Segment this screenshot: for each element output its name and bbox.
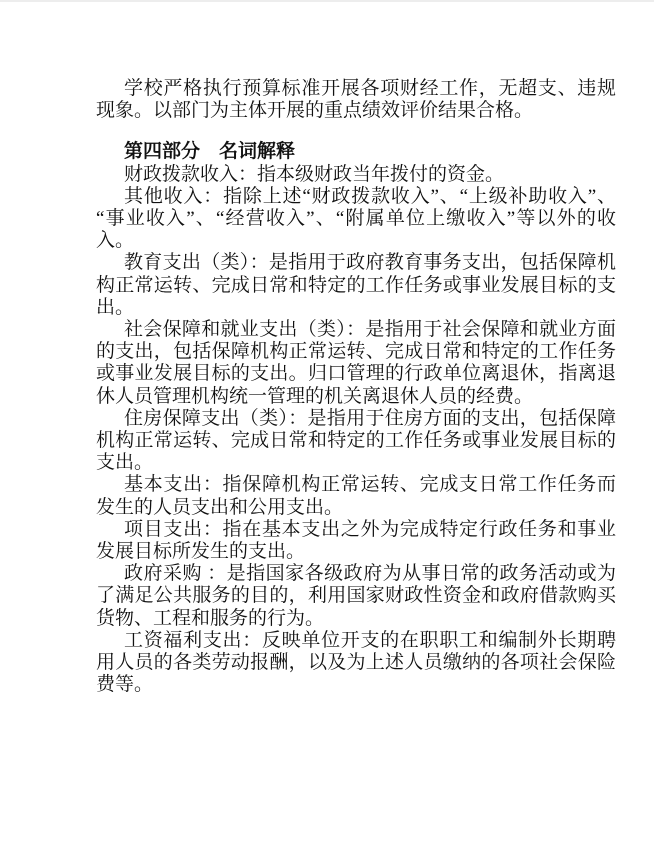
closing-remark-paragraph: 学校严格执行预算标准开展各项财经工作，无超支、违规现象。以部门为主体开展的重点绩效评价结果合格。 bbox=[96, 78, 616, 122]
definition-basic-expenditure: 基本支出：指保障机构正常运转、完成支日常工作任务而发生的人员支出和公用支出。 bbox=[96, 474, 616, 518]
section-heading: 第四部分 名词解释 bbox=[124, 141, 296, 163]
definition-government-procurement: 政府采购 ：是指国家各级政府为从事日常的政务活动或为了满足公共服务的目的，利用国家财政性资金和政府借款购买货物、工程和服务的行为。 bbox=[96, 563, 616, 629]
definition-wage-welfare-expenditure: 工资福利支出：反映单位开支的在职职工和编制外长期聘用人员的各类劳动报酬，以及为上述人员缴纳的各项社会保险费等。 bbox=[96, 629, 616, 696]
definition-other-income: 其他收入：指除上述“财政拨款收入”、“上级补助收入”、“事业收入”、“经营收入”、“附属单位上缴收入”等以外的收入。 bbox=[96, 185, 616, 252]
definition-fiscal-appropriation-income: 财政拨款收入：指本级财政当年拨付的资金。 bbox=[124, 163, 505, 185]
definition-education-expenditure: 教育支出（类）：是指用于政府教育事务支出，包括保障机构正常运转、完成日常和特定的工作任务或事业发展目标的支出。 bbox=[96, 252, 616, 318]
definition-housing-security-expenditure: 住房保障支出（类）：是指用于住房方面的支出，包括保障机构正常运转、完成日常和特定的工作任务或事业发展目标的支出。 bbox=[96, 407, 616, 474]
page-top-edge bbox=[0, 0, 654, 2]
definition-project-expenditure: 项目支出：指在基本支出之外为完成特定行政任务和事业发展目标所发生的支出。 bbox=[96, 518, 616, 563]
definition-social-security-employment-expenditure: 社会保障和就业支出（类）：是指用于社会保障和就业方面的支出，包括保障机构正常运转、完成日常和特定的工作任务或事业发展目标的支出。归口管理的行政单位离退休，指离退休人员管理机构统一管理的机关离退休人员的经费。 bbox=[96, 319, 616, 407]
